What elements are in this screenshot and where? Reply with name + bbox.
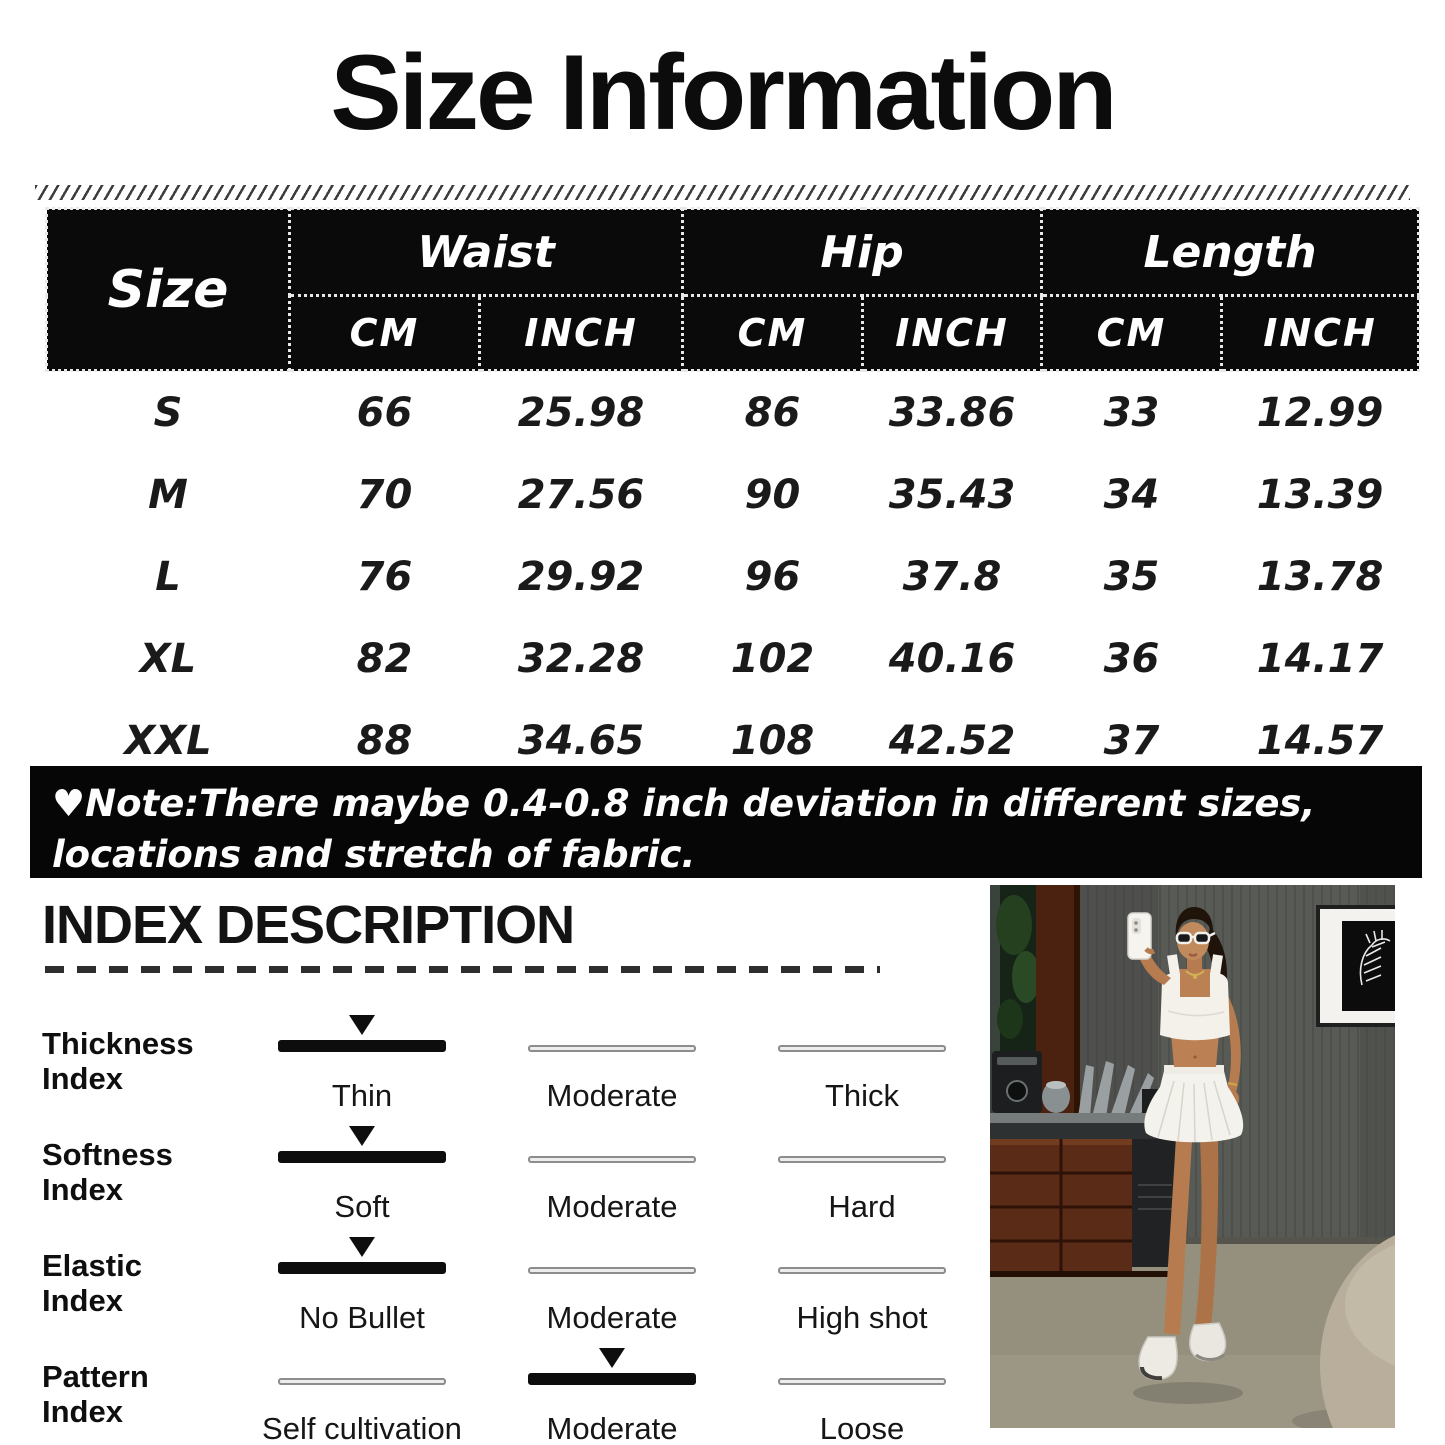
value-cell: 40.16	[888, 636, 1016, 682]
sunglasses	[1177, 933, 1215, 943]
unit-header-cell: CM	[1042, 296, 1222, 371]
page-title: Size Information	[330, 32, 1115, 152]
index-row-softness	[42, 1123, 987, 1234]
index-row-label: Pattern Index	[42, 1359, 149, 1429]
size-table-body	[47, 371, 1419, 783]
value-cell: 37.8	[902, 554, 1002, 600]
value-cell: 82	[356, 636, 413, 682]
index-option	[737, 1123, 987, 1225]
index-bar	[278, 1262, 446, 1274]
index-row-thickness	[42, 1012, 987, 1123]
index-option	[237, 1012, 487, 1114]
value-cell: 12.99	[1256, 390, 1384, 436]
unit-header-cell: INCH	[863, 296, 1042, 371]
selection-marker-icon	[349, 1237, 375, 1257]
value-cell: 14.57	[1256, 718, 1384, 764]
value-cell: 35	[1103, 554, 1160, 600]
note-text-line: locations and stretch of fabric.	[52, 833, 696, 876]
kettle	[1042, 1081, 1070, 1113]
coffee-machine	[992, 1051, 1042, 1113]
size-table-header	[47, 209, 1419, 371]
index-row-elastic	[42, 1234, 987, 1345]
index-row-label: Thickness Index	[42, 1026, 194, 1096]
index-option-label: Thick	[824, 1078, 900, 1113]
index-bar	[778, 1045, 946, 1052]
index-bar	[778, 1267, 946, 1274]
index-option-label: Thin	[331, 1078, 393, 1113]
value-cell: 86	[744, 390, 801, 436]
group-header-length: Length	[1042, 209, 1419, 296]
index-option	[737, 1012, 987, 1114]
selection-marker-icon	[599, 1348, 625, 1368]
index-option	[237, 1234, 487, 1336]
selection-marker-icon	[349, 1015, 375, 1035]
index-option-label: Moderate	[546, 1189, 678, 1224]
unit-header-cell: INCH	[480, 296, 683, 371]
value-cell: 42.52	[888, 718, 1016, 764]
index-bar	[528, 1267, 696, 1274]
group-header-hip: Hip	[683, 209, 1042, 296]
picture-frame	[1318, 907, 1395, 1025]
value-cell: 37	[1103, 718, 1160, 764]
value-cell: 108	[730, 718, 815, 764]
index-bar	[778, 1156, 946, 1163]
dashed-divider	[45, 966, 880, 973]
value-cell: 13.78	[1256, 554, 1384, 600]
value-cell: 33	[1103, 390, 1160, 436]
index-row-label: Elastic Index	[42, 1248, 142, 1318]
lifestyle-photo	[990, 885, 1395, 1428]
size-header-cell: Size	[47, 209, 290, 371]
index-option	[237, 1123, 487, 1225]
value-cell: 14.17	[1256, 636, 1384, 682]
index-option-label: Moderate	[546, 1300, 678, 1335]
index-option-label: Moderate	[546, 1411, 678, 1445]
value-cell: 13.39	[1256, 472, 1384, 518]
group-header-waist: Waist	[290, 209, 683, 296]
value-cell: 70	[356, 472, 413, 518]
index-option-label: High shot	[796, 1300, 928, 1335]
value-cell: 88	[356, 718, 413, 764]
index-option-label: Hard	[828, 1189, 896, 1224]
index-bar	[528, 1156, 696, 1163]
size-cell: XL	[139, 636, 197, 682]
unit-header-cell: CM	[683, 296, 863, 371]
value-cell: 32.28	[517, 636, 645, 682]
size-cell: M	[148, 472, 188, 518]
unit-header-cell: INCH	[1222, 296, 1419, 371]
index-option	[487, 1123, 737, 1225]
unit-header-cell: CM	[290, 296, 480, 371]
index-option	[487, 1345, 737, 1445]
index-option-label: Soft	[334, 1189, 390, 1224]
phone	[1128, 913, 1154, 959]
table-row	[47, 454, 1419, 536]
index-option-label: No Bullet	[299, 1300, 425, 1335]
size-cell: L	[155, 554, 181, 600]
size-table	[45, 207, 1420, 782]
index-option	[487, 1234, 737, 1336]
value-cell: 33.86	[888, 390, 1016, 436]
value-cell: 27.56	[517, 472, 645, 518]
table-row	[47, 371, 1419, 455]
value-cell: 90	[744, 472, 801, 518]
index-option	[737, 1234, 987, 1336]
index-row-label: Softness Index	[42, 1137, 173, 1207]
index-bar	[528, 1045, 696, 1052]
value-cell: 96	[744, 554, 801, 600]
selection-marker-icon	[349, 1126, 375, 1146]
hatch-divider	[35, 185, 1410, 200]
index-bar	[278, 1151, 446, 1163]
index-bar	[528, 1373, 696, 1385]
size-cell: XXL	[124, 718, 212, 764]
value-cell: 76	[356, 554, 413, 600]
note-text-line: ♥Note:There maybe 0.4-0.8 inch deviation in different sizes,	[52, 782, 1316, 825]
value-cell: 29.92	[517, 554, 645, 600]
table-row	[47, 536, 1419, 618]
index-option-label: Moderate	[546, 1078, 678, 1113]
table-row	[47, 618, 1419, 700]
value-cell: 34	[1103, 472, 1160, 518]
value-cell: 66	[356, 390, 413, 436]
index-bar	[278, 1040, 446, 1052]
value-cell: 34.65	[517, 718, 645, 764]
value-cell: 102	[730, 636, 815, 682]
value-cell: 36	[1103, 636, 1160, 682]
index-heading: INDEX DESCRIPTION	[42, 895, 575, 955]
value-cell: 25.98	[517, 390, 645, 436]
value-cell: 35.43	[888, 472, 1016, 518]
index-option	[487, 1012, 737, 1114]
index-row-pattern	[42, 1345, 987, 1445]
index-option	[737, 1345, 987, 1445]
size-cell: S	[153, 390, 183, 436]
index-option	[237, 1345, 487, 1445]
note-banner	[30, 766, 1422, 878]
cabinets	[990, 1139, 1178, 1277]
index-description-section	[42, 1012, 987, 1445]
index-bar	[778, 1378, 946, 1385]
index-option-label: Self cultivation	[262, 1411, 462, 1445]
index-option-label: Loose	[819, 1411, 905, 1445]
index-bar	[278, 1378, 446, 1385]
